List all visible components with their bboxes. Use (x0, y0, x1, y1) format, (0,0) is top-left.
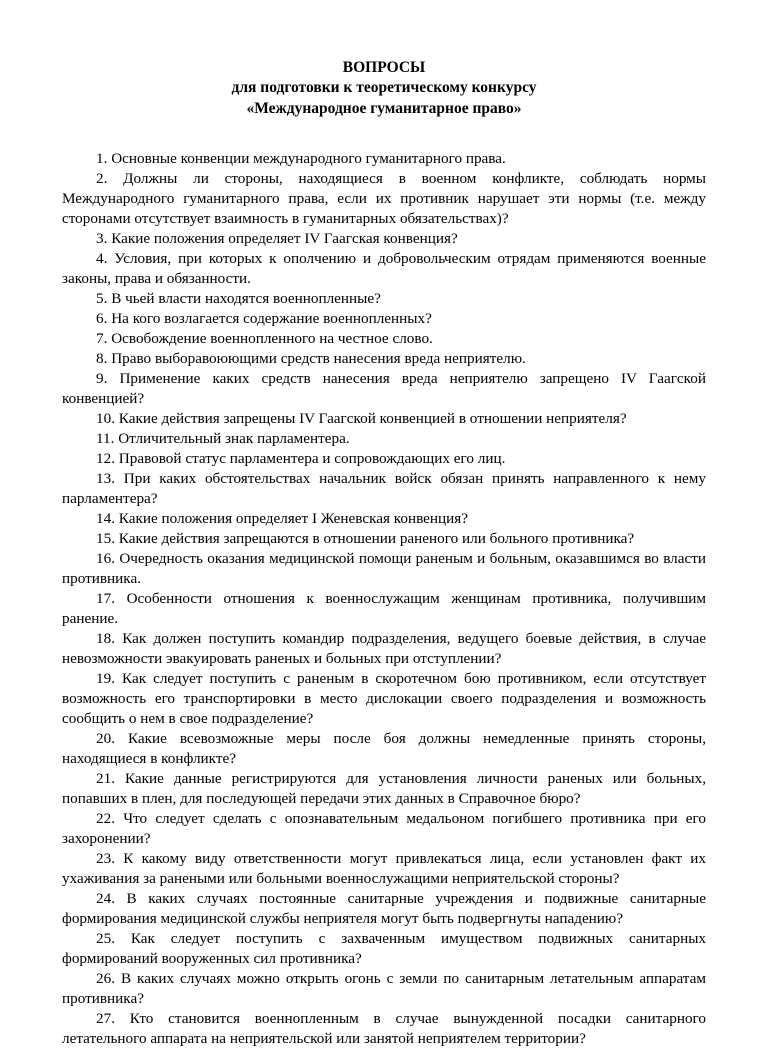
question-item: 7. Освобождение военнопленного на честное слово. (96, 330, 433, 348)
question-item: 2. Должны ли стороны, находящиеся в военном конфликте, соблюдать нормы Международного гуманитарного права, если их противник нарушает эти нормы (т.е. между сторонами отсутствует взаимность в гуманитарных обязательствах)? (62, 170, 706, 228)
question-item: 25. Как следует поступить с захваченным имуществом подвижных санитарных формирований вооруженных сил противника? (62, 929, 706, 967)
page-subtitle-1: для подготовки к теоретическому конкурсу (231, 79, 537, 97)
question-item: 20. Какие всевозможные меры после боя должны немедленные принять стороны, находящиеся в конфликте? (62, 729, 706, 767)
question-item: 21. Какие данные регистрируются для установления личности раненых или больных, попавших в плен, для последующей передачи этих данных в Справочное бюро? (62, 769, 706, 807)
question-item: 4. Условия, при которых к ополчению и добровольческим отрядам применяются военные законы, права и обязанности. (62, 250, 706, 288)
question-item: 22. Что следует сделать с опознавательным медальоном погибшего противника при его захоронении? (62, 809, 706, 847)
question-item: 8. Право выборавоюющими средств нанесения вреда неприятелю. (96, 350, 526, 368)
question-item: 16. Очередность оказания медицинской помощи раненым и больным, оказавшимся во власти противника. (62, 550, 706, 588)
question-item: 12. Правовой статус парламентера и сопровождающих его лиц. (96, 450, 506, 468)
page-subtitle-2: «Международное гуманитарное право» (246, 99, 522, 117)
question-item: 11. Отличительный знак парламентера. (96, 430, 350, 448)
question-item: 18. Как должен поступить командир подразделения, ведущего боевые действия, в случае невозможности эвакуировать раненых и больных при отступлении? (62, 629, 706, 667)
page-title: ВОПРОСЫ (342, 59, 426, 76)
question-item: 5. В чьей власти находятся военнопленные? (96, 290, 381, 308)
question-item: 24. В каких случаях постоянные санитарные учреждения и подвижные санитарные формирования медицинской службы неприятеля могут быть подвергнуты нападению? (62, 889, 706, 927)
question-item: 15. Какие действия запрещаются в отношении раненого или больного противника? (96, 530, 635, 548)
question-item: 23. К какому виду ответственности могут привлекаться лица, если установлен факт их ухаживания за ранеными или больными военнослужащими неприятельской стороны? (62, 849, 706, 887)
question-item: 6. На кого возлагается содержание военнопленных? (96, 310, 432, 328)
question-item: 17. Особенности отношения к военнослужащим женщинам противника, получившим ранение. (62, 590, 706, 627)
questions-list (62, 149, 706, 1048)
question-item: 27. Кто становится военнопленным в случае вынужденной посадки санитарного летательного аппарата на неприятельской или занятой неприятелем территории? (62, 1009, 706, 1047)
question-item: 3. Какие положения определяет IV Гаагская конвенция? (96, 230, 458, 248)
document-title-block (62, 58, 706, 119)
question-item: 14. Какие положения определяет I Женевская конвенция? (96, 510, 469, 528)
question-item: 26. В каких случаях можно открыть огонь с земли по санитарным летательным аппаратам противника? (62, 969, 706, 1007)
question-item: 19. Как следует поступить с раненым в скоротечном бою противником, если отсутствует возможность его транспортировки в место дислокации своего подразделения и возможность сообщить о нем в свое подразделение? (62, 669, 706, 727)
question-item: 9. Применение каких средств нанесения вреда неприятелю запрещено IV Гаагской конвенцией? (62, 370, 706, 408)
question-item: 13. При каких обстоятельствах начальник войск обязан принять направленного к нему парламентера? (62, 470, 706, 508)
question-item: 1. Основные конвенции международного гуманитарного права. (96, 150, 506, 168)
question-item: 10. Какие действия запрещены IV Гаагской конвенцией в отношении неприятеля? (96, 410, 627, 428)
